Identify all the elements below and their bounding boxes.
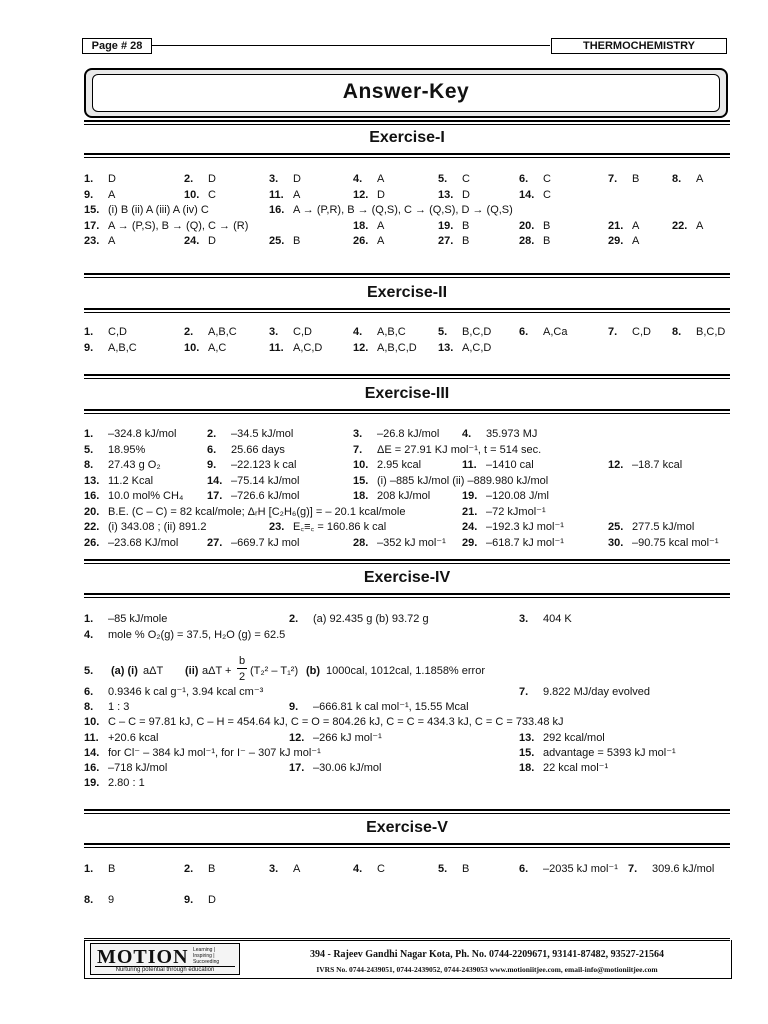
answer-number: 5. — [84, 443, 94, 456]
answer-value: (i) –885 kJ/mol (ii) –889.980 kJ/mol — [377, 474, 549, 487]
section-rule — [84, 312, 730, 313]
answer-value: 25.66 days — [231, 443, 285, 456]
answer-row — [0, 612, 768, 627]
answer-number: 30. — [608, 536, 624, 549]
answer-number: 6. — [519, 326, 529, 338]
answer-value: B — [108, 863, 116, 875]
answer-row — [0, 474, 768, 489]
answer-value: –666.81 k cal mol⁻¹, 15.55 Mcal — [313, 701, 469, 714]
answer-number: 3. — [269, 863, 279, 875]
answer-value: C,D — [108, 326, 127, 338]
answer-row — [0, 776, 768, 791]
answer-value: C — [543, 173, 551, 185]
answer-value: A,B,C — [208, 326, 237, 338]
header-rule — [152, 45, 550, 46]
answer-value: –75.14 kJ/mol — [231, 474, 300, 487]
part-label: (a) (i) — [111, 665, 138, 677]
section-rule — [84, 413, 730, 414]
fraction-denominator: 2 — [238, 671, 246, 683]
section-rule — [84, 843, 730, 845]
answer-value: B,C,D — [696, 326, 726, 338]
answer-number: 7. — [353, 443, 363, 456]
answer-value: aΔT — [143, 665, 164, 677]
answer-number: 28. — [519, 235, 535, 247]
answer-number: 15. — [353, 474, 369, 487]
answer-value: 27.43 g O₂ — [108, 459, 161, 471]
answer-number: 10. — [184, 188, 200, 201]
answer-number: 2. — [184, 863, 194, 875]
answer-number: 18. — [519, 762, 535, 774]
section-rule — [84, 120, 730, 122]
answer-number: 7. — [608, 173, 618, 185]
answer-value: –72 kJmol⁻¹ — [486, 505, 546, 518]
part-label: (b) — [306, 665, 321, 677]
answer-number: 9. — [184, 894, 194, 906]
answer-value: C,D — [632, 326, 651, 338]
answer-value: B — [462, 863, 470, 875]
answer-number: 4. — [84, 628, 94, 641]
answer-number: 9. — [289, 701, 299, 714]
answer-number: 4. — [353, 173, 363, 185]
answer-value: –23.68 KJ/mol — [108, 536, 179, 549]
answer-number: 10. — [353, 459, 369, 471]
answer-value: A — [108, 188, 116, 201]
answer-value: D — [293, 173, 301, 185]
answer-number: 11. — [462, 459, 477, 471]
answer-value: 10.0 mol% CH₄ — [108, 490, 184, 502]
section-rule — [84, 409, 730, 411]
answer-value: A,Ca — [543, 326, 568, 338]
answer-value: B — [543, 219, 551, 232]
answer-number: 18. — [353, 219, 369, 232]
answer-number: 22. — [84, 521, 100, 533]
answer-value: for Cl⁻ – 384 kJ mol⁻¹, for I⁻ – 307 kJ mol⁻¹ — [108, 746, 321, 759]
answer-number: 5. — [438, 326, 448, 338]
answer-value: –324.8 kJ/mol — [108, 428, 177, 440]
answer-number: 12. — [289, 731, 305, 744]
answer-row — [0, 628, 768, 643]
answer-value: +20.6 kcal — [108, 731, 159, 744]
answer-number: 28. — [353, 536, 369, 549]
answer-value: D — [462, 188, 470, 201]
answer-number: 4. — [462, 428, 472, 440]
answer-value: 9.822 MJ/day evolved — [543, 686, 651, 698]
answer-number: 15. — [84, 204, 100, 216]
answer-number: 8. — [84, 459, 94, 471]
answer-row — [0, 505, 768, 520]
answer-value: –618.7 kJ mol⁻¹ — [486, 536, 564, 549]
answer-number: 15. — [519, 746, 535, 759]
answer-number: 6. — [519, 863, 529, 875]
section-title-ex3: Exercise-III — [364, 385, 450, 402]
footer-ivrs: IVRS No. 0744-2439051, 0744-2439052, 0744-2439053 www.motioniitjee.com, email-info@motioniitjee.com — [316, 965, 658, 974]
answer-number: 13. — [438, 342, 454, 354]
answer-row — [0, 234, 768, 249]
answer-value: –22.123 k cal — [231, 459, 297, 471]
answer-number: 1. — [84, 613, 94, 625]
answer-value: –34.5 kJ/mol — [231, 428, 294, 440]
ex4-q5 — [0, 655, 768, 683]
answer-value: A,C,D — [462, 342, 492, 354]
answer-value: A,C,D — [293, 342, 323, 354]
answer-value: –120.08 J/ml — [486, 490, 549, 502]
answer-value: C,D — [293, 326, 312, 338]
answer-value: A,C — [208, 342, 227, 354]
answer-number: 3. — [353, 428, 363, 440]
answer-number: 25. — [269, 235, 285, 247]
answer-value: D — [108, 173, 116, 185]
section-rule — [84, 374, 730, 376]
answer-value: A — [293, 863, 301, 875]
answer-number: 4. — [353, 326, 363, 338]
answer-number: 21. — [608, 219, 624, 232]
logo-side-text: Learning | Inspiring | Succeeding — [193, 947, 220, 965]
answer-number: 2. — [289, 613, 299, 625]
answer-number: 9. — [84, 188, 94, 201]
section-rule — [84, 124, 730, 125]
answer-number: 12. — [608, 459, 624, 471]
answer-value: A → (P,R), B → (Q,S), C → (Q,S), D → (Q,S) — [293, 204, 513, 216]
logo-tagline: Nurturing potential through education — [95, 966, 235, 973]
answer-number: 2. — [184, 173, 194, 185]
answer-value: B — [462, 219, 470, 232]
section-rule — [84, 378, 730, 379]
footer — [84, 940, 732, 979]
answer-value: 22 kcal mol⁻¹ — [543, 762, 609, 774]
fraction-numerator: b — [238, 655, 246, 667]
answer-number: 26. — [353, 235, 369, 247]
answer-value: A — [377, 235, 385, 247]
answer-value: C — [208, 188, 216, 201]
answer-key-banner — [84, 68, 728, 118]
answer-number: 20. — [519, 219, 535, 232]
section-rule — [84, 593, 730, 595]
answer-number: 8. — [672, 173, 682, 185]
section-title-ex5: Exercise-V — [366, 819, 448, 836]
answer-number: 8. — [672, 326, 682, 338]
answer-value: A — [696, 219, 704, 232]
answer-number: 14. — [207, 474, 223, 487]
answer-value: 309.6 kJ/mol — [652, 863, 715, 875]
answer-number: 11. — [269, 342, 284, 354]
answer-row — [0, 685, 768, 700]
answer-number: 1. — [84, 428, 94, 440]
answer-value: D — [377, 188, 385, 201]
answer-value: aΔT + — [202, 665, 232, 677]
answer-value: –85 kJ/mole — [108, 613, 168, 625]
answer-row — [0, 715, 768, 730]
answer-number: 19. — [84, 777, 100, 790]
section-rule — [84, 847, 730, 848]
answer-value: 2.80 : 1 — [108, 777, 145, 790]
answer-number: 20. — [84, 505, 100, 518]
answer-number: 27. — [207, 536, 223, 549]
page-number: Page # 28 — [82, 38, 152, 54]
answer-value: A,B,C — [377, 326, 406, 338]
banner-title: Answer-Key — [92, 74, 720, 112]
section-title-ex2: Exercise-II — [366, 284, 448, 301]
answer-row — [0, 219, 768, 234]
answer-number: 6. — [519, 173, 529, 185]
answer-number: 16. — [84, 762, 100, 774]
answer-row — [0, 520, 768, 535]
answer-value: C – C = 97.81 kJ, C – H = 454.64 kJ, C = O = 804.26 kJ, C = C = 434.3 kJ, C = C = 733.48 kJ — [108, 716, 564, 729]
answer-number: 12. — [353, 342, 369, 354]
answer-number: 7. — [608, 326, 618, 338]
answer-value: –718 kJ/mol — [108, 762, 168, 774]
answer-value: C — [377, 863, 385, 875]
answer-number: 19. — [462, 490, 478, 502]
part-label: (ii) — [185, 665, 199, 677]
answer-number: 1. — [84, 173, 94, 185]
answer-value: mole % O₂(g) = 37.5, H₂O (g) = 62.5 — [108, 628, 286, 641]
answer-number: 1. — [84, 326, 94, 338]
answer-row — [0, 341, 768, 356]
answer-number: 14. — [84, 746, 100, 759]
answer-number: 3. — [269, 326, 279, 338]
answer-number: 13. — [438, 188, 454, 201]
section-rule — [84, 597, 730, 598]
answer-number: 17. — [84, 219, 100, 232]
answer-value: C — [462, 173, 470, 185]
answer-value: 1 : 3 — [108, 701, 130, 714]
answer-row — [0, 172, 768, 187]
answer-row — [0, 761, 768, 776]
answer-value: –1410 cal — [486, 459, 534, 471]
section-rule — [84, 273, 730, 275]
answer-value: 1000cal, 1012cal, 1.1858% error — [326, 665, 485, 677]
answer-number: 8. — [84, 894, 94, 906]
chapter-title: THERMOCHEMISTRY — [551, 38, 727, 54]
answer-value: A,B,C,D — [377, 342, 417, 354]
answer-number: 17. — [289, 762, 305, 774]
answer-value: –26.8 kJ/mol — [377, 428, 440, 440]
answer-number: 3. — [269, 173, 279, 185]
answer-value: B — [462, 235, 470, 247]
answer-number: 23. — [269, 521, 285, 533]
answer-number: 16. — [269, 204, 285, 216]
answer-value: (a) 92.435 g (b) 93.72 g — [313, 613, 429, 625]
answer-number: 2. — [207, 428, 217, 440]
answer-value: 208 kJ/mol — [377, 490, 431, 502]
answer-value: –18.7 kcal — [632, 459, 683, 471]
answer-number: 11. — [269, 188, 284, 201]
section-rule — [84, 559, 730, 561]
answer-number: 29. — [462, 536, 478, 549]
section-rule — [84, 277, 730, 278]
answer-number: 11. — [84, 731, 99, 744]
answer-row — [0, 325, 768, 340]
answer-value: ΔE = 27.91 KJ mol⁻¹, t = 514 sec. — [377, 443, 542, 456]
answer-value: E꜀≡꜀ = 160.86 k cal — [293, 521, 387, 533]
answer-value: advantage = 5393 kJ mol⁻¹ — [543, 746, 676, 759]
answer-value: D — [208, 894, 216, 906]
answer-number: 2. — [184, 326, 194, 338]
answer-number: 24. — [184, 235, 200, 247]
motion-logo — [90, 943, 240, 975]
answer-number: 8. — [84, 701, 94, 714]
answer-number: 10. — [184, 342, 200, 354]
answer-value: B.E. (C – C) = 82 kcal/mole; ΔᵣH [C₂H₆(g)] = – 20.1 kcal/mole — [108, 505, 406, 518]
answer-value: 9 — [108, 894, 115, 906]
section-title-ex4: Exercise-IV — [363, 569, 451, 586]
answer-value: 11.2 Kcal — [108, 474, 154, 487]
answer-number: 5. — [438, 173, 448, 185]
answer-number: 26. — [84, 536, 100, 549]
answer-value: D — [208, 173, 216, 185]
answer-number: 14. — [519, 188, 535, 201]
answer-value: B,C,D — [462, 326, 492, 338]
answer-number: 16. — [84, 490, 100, 502]
section-title-ex1: Exercise-I — [369, 129, 445, 146]
answer-value: A → (P,S), B → (Q), C → (R) — [108, 219, 249, 232]
answer-number: 13. — [519, 731, 535, 744]
answer-number: 25. — [608, 521, 624, 533]
answer-number: 5. — [84, 665, 94, 677]
answer-number: 5. — [438, 863, 448, 875]
answer-value: B — [293, 235, 301, 247]
answer-row — [0, 700, 768, 715]
answer-number: 17. — [207, 490, 223, 502]
answer-value: A,B,C — [108, 342, 137, 354]
section-rule — [84, 813, 730, 814]
section-rule — [84, 157, 730, 158]
answer-number: 12. — [353, 188, 369, 201]
answer-number: 23. — [84, 235, 100, 247]
answer-value: 404 K — [543, 613, 572, 625]
answer-value: 2.95 kcal — [377, 459, 422, 471]
answer-value: –192.3 kJ mol⁻¹ — [486, 521, 564, 533]
answer-value: (i) 343.08 ; (ii) 891.2 — [108, 521, 207, 533]
answer-row — [0, 458, 768, 473]
answer-number: 3. — [519, 613, 529, 625]
answer-value: –352 kJ mol⁻¹ — [377, 536, 446, 549]
answer-value: A — [632, 219, 640, 232]
answer-number: 10. — [84, 716, 100, 729]
answer-number: 22. — [672, 219, 688, 232]
answer-value: (i) B (ii) A (iii) A (iv) C — [108, 204, 209, 216]
answer-row — [0, 893, 768, 908]
answer-number: 1. — [84, 863, 94, 875]
answer-row — [0, 536, 768, 551]
answer-value: –30.06 kJ/mol — [313, 762, 382, 774]
answer-number: 9. — [84, 342, 94, 354]
answer-value: A — [377, 173, 385, 185]
answer-number: 7. — [628, 863, 638, 875]
answer-value: –726.6 kJ/mol — [231, 490, 300, 502]
answer-row — [0, 746, 768, 761]
answer-value: A — [108, 235, 116, 247]
logo-wordmark: MOTION — [97, 946, 189, 968]
answer-number: 27. — [438, 235, 454, 247]
section-rule — [84, 308, 730, 310]
answer-value: 292 kcal/mol — [543, 731, 605, 744]
answer-value: –266 kJ mol⁻¹ — [313, 731, 382, 744]
answer-value: –669.7 kJ mol — [231, 536, 300, 549]
answer-value: 35.973 MJ — [486, 428, 538, 440]
answer-number: 9. — [207, 459, 217, 471]
answer-number: 6. — [84, 686, 94, 698]
footer-address: 394 - Rajeev Gandhi Nagar Kota, Ph. No. 0744-2209671, 93141-87482, 93527-21564 — [310, 949, 664, 960]
answer-value: –90.75 kcal mol⁻¹ — [632, 536, 719, 549]
answer-number: 18. — [353, 490, 369, 502]
answer-value: 18.95% — [108, 443, 146, 456]
answer-number: 21. — [462, 505, 478, 518]
answer-number: 24. — [462, 521, 478, 533]
answer-number: 4. — [353, 863, 363, 875]
section-rule — [84, 809, 730, 811]
answer-number: 6. — [207, 443, 217, 456]
answer-number: 29. — [608, 235, 624, 247]
answer-value: 0.9346 k cal g⁻¹, 3.94 kcal cm⁻³ — [108, 686, 264, 698]
answer-value: B — [632, 173, 640, 185]
answer-value: 277.5 kJ/mol — [632, 521, 695, 533]
answer-value: C — [543, 188, 551, 201]
answer-value: B — [543, 235, 551, 247]
answer-row — [0, 443, 768, 458]
answer-row — [0, 862, 768, 877]
answer-value: (T₂² – T₁²) — [250, 665, 299, 677]
answer-number: 13. — [84, 474, 100, 487]
answer-value: A — [377, 219, 385, 232]
answer-value: –2035 kJ mol⁻¹ — [543, 863, 618, 875]
answer-number: 7. — [519, 686, 529, 698]
answer-value: A — [632, 235, 640, 247]
answer-value: A — [293, 188, 301, 201]
answer-row — [0, 489, 768, 504]
answer-row — [0, 188, 768, 203]
answer-value: D — [208, 235, 216, 247]
answer-row — [0, 731, 768, 746]
answer-value: B — [208, 863, 216, 875]
answer-row — [0, 427, 768, 442]
answer-value: A — [696, 173, 704, 185]
answer-number: 19. — [438, 219, 454, 232]
section-rule — [84, 153, 730, 155]
answer-row — [0, 203, 768, 218]
section-rule — [84, 563, 730, 564]
